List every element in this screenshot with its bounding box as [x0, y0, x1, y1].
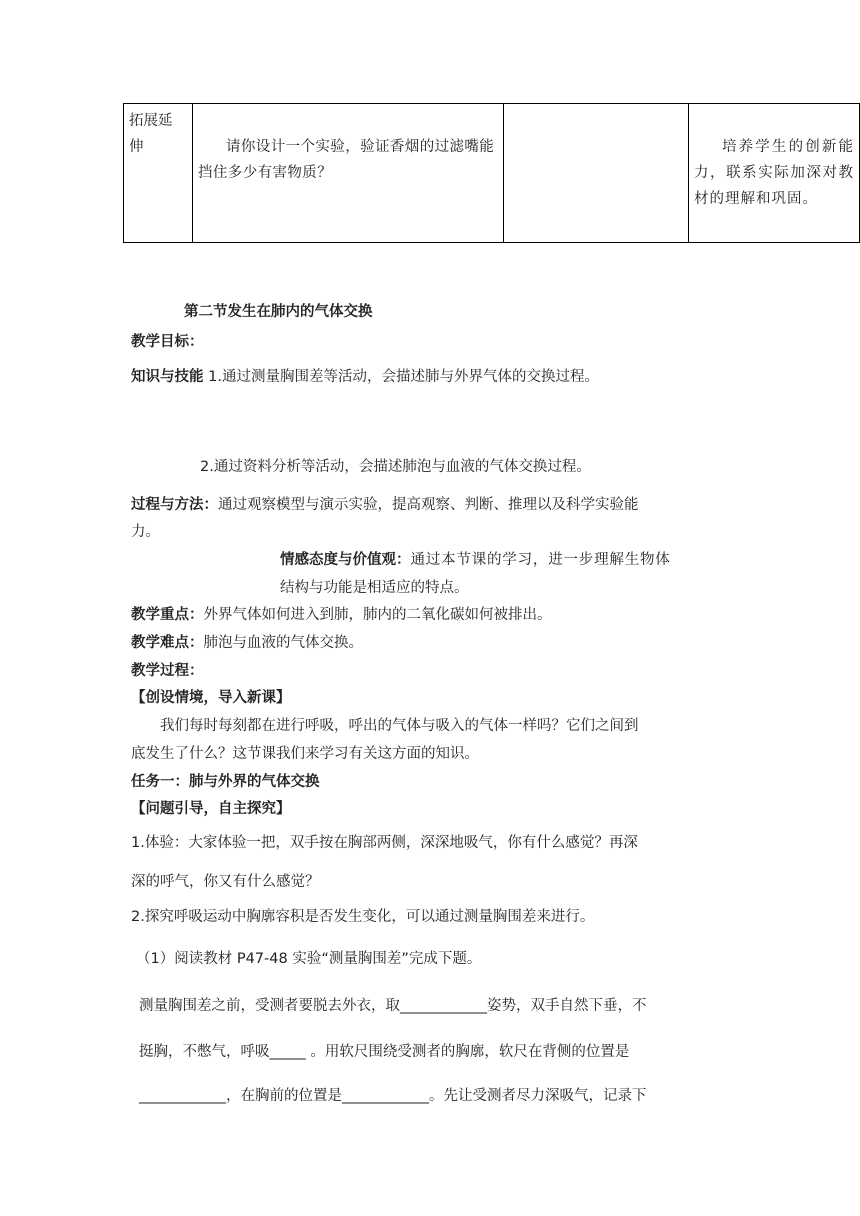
process-text-1: 通过观察模型与演示实验，提高观察、判断、推理以及科学实验能 — [218, 497, 639, 513]
question-1-line-2: 深的呼气，你又有什么感觉？ — [131, 874, 320, 890]
table-row — [124, 104, 860, 243]
process-text-2: 力。 — [131, 524, 160, 540]
key-point-text: 外界气体如何进入到肺，肺内的二氧化碳如何被排出。 — [203, 607, 552, 623]
knowledge-line — [131, 365, 599, 386]
emotion-line — [280, 548, 671, 569]
intro-heading: 【创设情境，导入新课】 — [131, 690, 291, 706]
intro-text-2: 底发生了什么？这节课我们来学习有关这方面的知识。 — [131, 746, 479, 762]
empty-cell — [504, 104, 689, 243]
process-line — [131, 493, 639, 514]
purpose-cell — [689, 104, 860, 243]
question-2: 2.探究呼吸运动中胸廓容积是否发生变化，可以通过测量胸围差来进行。 — [131, 909, 595, 925]
row-header-text: 拓展延伸 — [129, 113, 173, 155]
question-1-line-1: 1.体验：大家体验一把，双手按在胸部两侧，深深地吸气，你有什么感觉？再深 — [131, 835, 638, 851]
question-2-sub: （1）阅读教材 P47-48 实验“测量胸围差”完成下题。 — [136, 951, 482, 967]
knowledge-label: 知识与技能 — [131, 369, 204, 385]
difficulty-text: 肺泡与血液的气体交换。 — [203, 635, 363, 651]
knowledge-item-1: 1.通过测量胸围差等活动，会描述肺与外界气体的交换过程。 — [208, 369, 599, 385]
knowledge-item-2: 2.通过资料分析等活动，会描述肺泡与血液的气体交换过程。 — [200, 459, 591, 475]
extension-table — [123, 103, 860, 243]
row-header-cell — [124, 104, 193, 243]
section-title: 第二节发生在肺内的气体交换 — [184, 304, 373, 320]
difficulty-line — [131, 631, 363, 652]
difficulty-label: 教学难点： — [131, 635, 204, 651]
intro-text-1: 我们每时每刻都在进行呼吸，呼出的气体与吸入的气体一样吗？它们之间到 — [160, 718, 639, 734]
purpose-text: 培养学生的创新能力，联系实际加深对教材的理解和巩固。 — [694, 139, 854, 207]
process-label-heading: 教学过程： — [131, 663, 204, 679]
emotion-text-2: 结构与功能是相适应的特点。 — [280, 580, 469, 596]
emotion-label: 情感态度与价值观： — [280, 552, 411, 568]
guide-heading: 【问题引导，自主探究】 — [131, 801, 291, 817]
emotion-text-1: 通过本节课的学习，进一步理解生物体 — [410, 552, 671, 568]
activity-text: 请你设计一个实验，验证香烟的过滤嘴能挡住多少有害物质？ — [198, 139, 495, 181]
key-point-label: 教学重点： — [131, 607, 204, 623]
fill-blank-line-1: 测量胸围差之前，受测者要脱去外衣，取____________姿势，双手自然下垂，不 — [139, 998, 647, 1014]
process-label: 过程与方法： — [131, 497, 218, 513]
fill-blank-line-2: 挺胸，不憋气，呼吸_____ 。用软尺围绕受测者的胸廓，软尺在背侧的位置是 — [139, 1044, 630, 1060]
task-1-heading: 任务一：肺与外界的气体交换 — [131, 774, 320, 790]
objectives-label: 教学目标： — [131, 334, 204, 350]
activity-cell — [193, 104, 504, 243]
fill-blank-line-3: ____________，在胸前的位置是____________。先让受测者尽力深吸气，记录下 — [139, 1088, 647, 1104]
key-point-line — [131, 603, 552, 624]
